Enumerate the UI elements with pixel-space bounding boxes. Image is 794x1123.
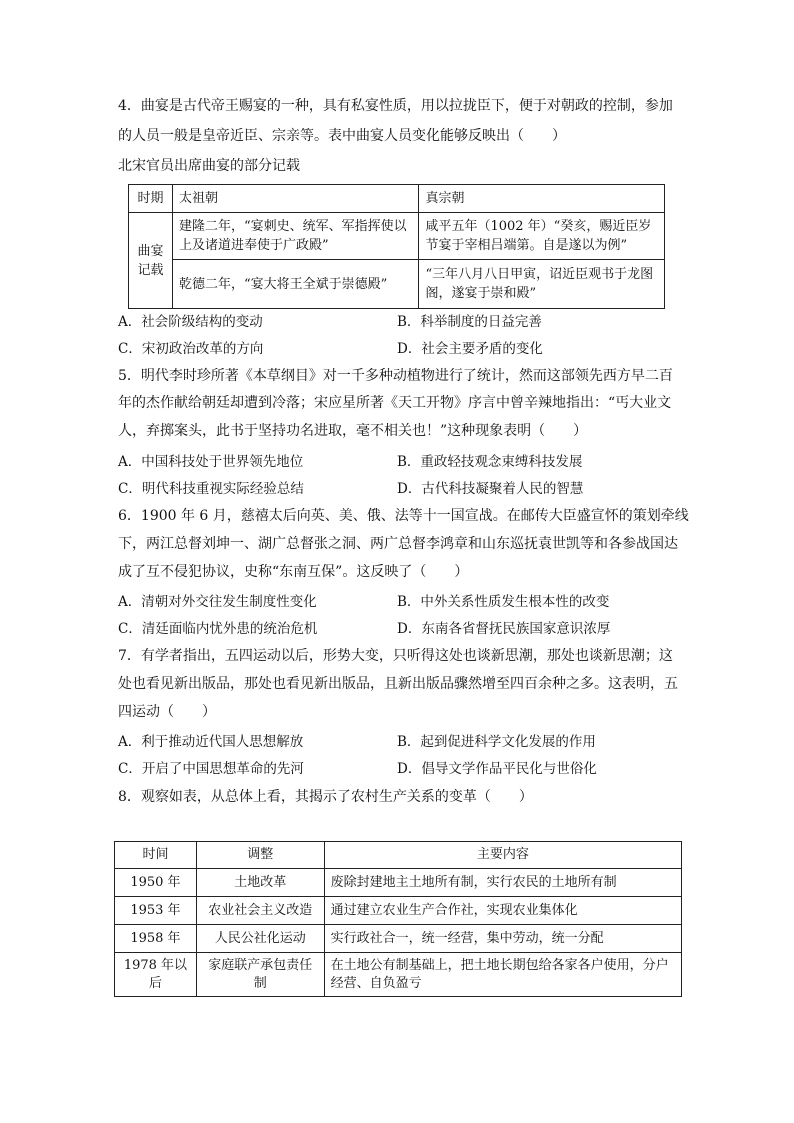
q4-row-label: 曲宴记载	[129, 213, 173, 309]
q6-line2: 下，两江总督刘坤一、湖广总督张之洞、两广总督李鸿章和山东巡抚袁世凯等和各参战国达	[118, 536, 678, 552]
q5-line1: 5．明代李时珍所著《本草纲目》对一千多种动植物进行了统计，然而这部领先西方早二百	[118, 368, 673, 384]
q7-option-c[interactable]: C．开启了中国思想革命的先河	[118, 761, 304, 777]
q8-cell-adjustment: 农业社会主义改造	[196, 897, 324, 925]
q4-table-caption: 北宋官员出席曲宴的部分记载	[118, 158, 300, 174]
q6-option-a[interactable]: A．清朝对外交往发生制度性变化	[118, 594, 317, 610]
q4-cell-zhenzong-2: “三年八月八日甲寅，诏近臣观书于龙图阁，遂宴于崇和殿”	[419, 260, 665, 309]
q6-line3: 成了互不侵犯协议，史称“东南互保”。这反映了（ ）	[118, 564, 469, 580]
q8-table	[114, 841, 682, 997]
q7-line3: 四运动（ ）	[118, 704, 216, 720]
q8-cell-adjustment: 家庭联产承包责任制	[196, 953, 324, 997]
q8-cell-time: 1958 年	[115, 925, 197, 953]
q6-option-d[interactable]: D．东南各省督抚民族国家意识浓厚	[397, 621, 611, 637]
q7-option-d[interactable]: D．倡导文学作品平民化与世俗化	[397, 761, 597, 777]
q8-cell-content: 废除封建地主土地所有制，实行农民的土地所有制	[324, 869, 681, 897]
q8-cell-time: 1978 年以后	[115, 953, 197, 997]
q7-line1: 7．有学者指出，五四运动以后，形势大变，只听得这处也谈新思潮，那处也谈新思潮；这	[118, 648, 673, 664]
q4-line1: 4．曲宴是古代帝王赐宴的一种，具有私宴性质，用以拉拢臣下，便于对朝政的控制，参加	[118, 98, 673, 114]
q8-header-adjustment: 调整	[196, 842, 324, 869]
q6-option-b[interactable]: B．中外关系性质发生根本性的改变	[397, 594, 610, 610]
q8-cell-time: 1953 年	[115, 897, 197, 925]
q4-header-taizu: 太祖朝	[172, 185, 419, 213]
q8-cell-time: 1950 年	[115, 869, 197, 897]
q7-option-b[interactable]: B．起到促进科学文化发展的作用	[397, 734, 596, 750]
q8-cell-content: 在土地公有制基础上，把土地长期包给各家各户使用，分户经营、自负盈亏	[324, 953, 681, 997]
q5-option-b[interactable]: B．重政轻技观念束缚科技发展	[397, 454, 583, 470]
q4-header-zhenzong: 真宗朝	[419, 185, 665, 213]
q4-cell-taizu-1: 建隆二年，“宴刺史、统军、军指挥使以上及诸道进奉使于广政殿”	[172, 213, 419, 260]
q7-line2: 处也看见新出版品，那处也看见新出版品，且新出版品骤然增至四百余种之多。这表明，五	[118, 676, 678, 692]
q5-option-d[interactable]: D．古代科技凝聚着人民的智慧	[397, 481, 584, 497]
q4-header-period: 时期	[129, 185, 173, 213]
q5-line2: 年的杰作献给朝廷却遭到冷落；宋应星所著《天工开物》序言中曾辛辣地指出：“丐大业文	[118, 395, 672, 411]
q5-option-a[interactable]: A．中国科技处于世界领先地位	[118, 454, 304, 470]
q4-line2: 的人员一般是皇帝近臣、宗亲等。表中曲宴人员变化能够反映出（ ）	[118, 128, 566, 144]
q4-cell-zhenzong-1: 咸平五年（1002 年）“癸亥，赐近臣岁节宴于宰相吕端第。自是遂以为例”	[419, 213, 665, 260]
q4-option-b[interactable]: B．科举制度的日益完善	[397, 314, 542, 330]
q4-option-d[interactable]: D．社会主要矛盾的变化	[397, 341, 543, 357]
q5-line3: 人，弃掷案头，此书于坚持功名进取，毫不相关也！”这种现象表明（ ）	[118, 423, 588, 439]
q8-cell-adjustment: 土地改革	[196, 869, 324, 897]
q8-header-time: 时间	[115, 842, 197, 869]
q6-line1: 6．1900 年 6 月，慈禧太后向英、美、俄、法等十一国宣战。在邮传大臣盛宣怀的策划牵线	[118, 508, 689, 524]
q8-line1: 8．观察如表，从总体上看，其揭示了农村生产关系的变革（ ）	[118, 789, 533, 805]
q8-cell-content: 实行政社合一，统一经营，集中劳动，统一分配	[324, 925, 681, 953]
q8-header-content: 主要内容	[324, 842, 681, 869]
q6-option-c[interactable]: C．清廷面临内忧外患的统治危机	[118, 621, 318, 637]
q4-cell-taizu-2: 乾德二年，“宴大将王全斌于崇德殿”	[172, 260, 419, 309]
q4-option-c[interactable]: C．宋初政治改革的方向	[118, 341, 264, 357]
q8-cell-adjustment: 人民公社化运动	[196, 925, 324, 953]
q4-table	[128, 184, 665, 309]
q8-cell-content: 通过建立农业生产合作社，实现农业集体化	[324, 897, 681, 925]
q7-option-a[interactable]: A．利于推动近代国人思想解放	[118, 734, 304, 750]
q4-option-a[interactable]: A．社会阶级结构的变动	[118, 314, 263, 330]
q5-option-c[interactable]: C．明代科技重视实际经验总结	[118, 481, 304, 497]
